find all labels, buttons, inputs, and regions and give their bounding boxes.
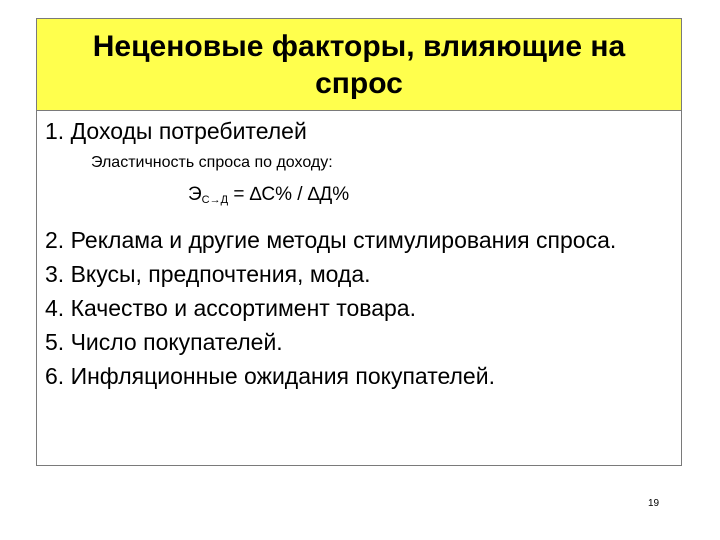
list-item-advertising (45, 223, 673, 257)
item-text: Инфляционные ожидания покупателей. (70, 363, 495, 389)
list-item-quality (45, 291, 673, 325)
formula-subscript: С→Д (201, 194, 229, 206)
item-number: 2. (45, 227, 65, 253)
elasticity-label: Эластичность спроса по доходу: (91, 154, 333, 171)
formula-expression: = ∆С% / ∆Д% (233, 184, 350, 205)
list-item-inflation (45, 359, 673, 393)
elasticity-formula (45, 176, 673, 219)
item-text: Реклама и другие методы стимулирования спроса. (70, 227, 617, 253)
page-number: 19 (648, 498, 660, 509)
item-number: 3. (45, 261, 65, 287)
title-box (37, 19, 681, 111)
list-item-income (45, 114, 673, 148)
item-number: 5. (45, 329, 65, 355)
item-number: 1. (45, 118, 65, 144)
formula-symbol: Э (188, 184, 202, 205)
item-text: Число покупателей. (70, 329, 283, 355)
content-area (45, 114, 673, 393)
item-text: Доходы потребителей (70, 118, 307, 144)
list-item-tastes (45, 257, 673, 291)
slide-title: Неценовые факторы, влияющие на спрос (92, 29, 626, 100)
item-text: Качество и ассортимент товара. (70, 295, 416, 321)
slide-frame (36, 18, 682, 466)
item-text: Вкусы, предпочтения, мода. (70, 261, 371, 287)
item-number: 6. (45, 363, 65, 389)
list-item-buyers (45, 325, 673, 359)
item-number: 4. (45, 295, 65, 321)
